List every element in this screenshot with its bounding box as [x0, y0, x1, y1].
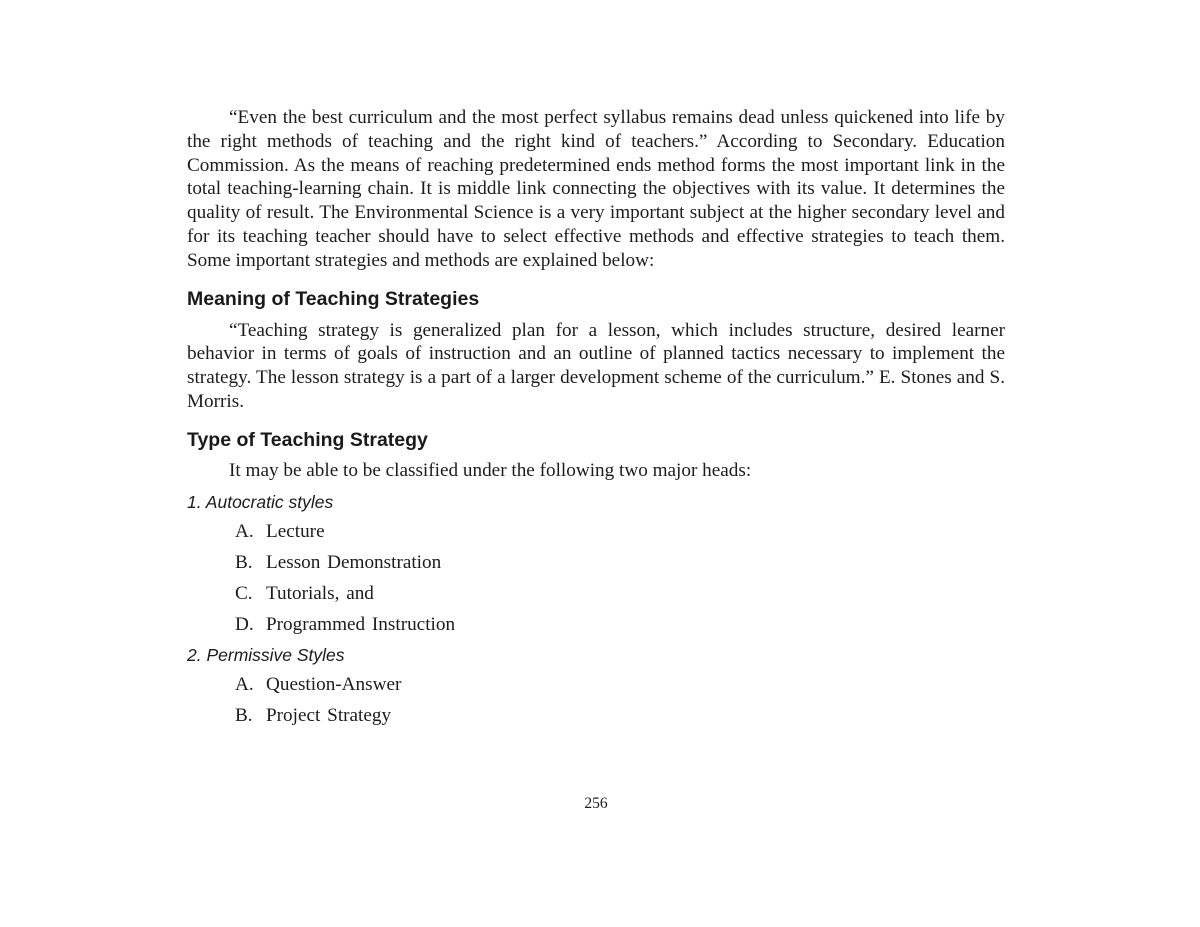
- list-item: [235, 551, 1005, 574]
- list-item: [235, 673, 1005, 696]
- list-item-marker: C.: [235, 582, 253, 604]
- list-item: [235, 613, 1005, 636]
- strategy-list: [187, 673, 1005, 727]
- list-item: [235, 582, 1005, 605]
- list-item-text: Programmed Instruction: [266, 613, 456, 635]
- list-item-marker: B.: [235, 551, 253, 573]
- list-item: [235, 704, 1005, 727]
- type-heading: Type of Teaching Strategy: [187, 428, 428, 451]
- list-item: [235, 520, 1005, 543]
- list-item-text: Lecture: [266, 520, 325, 542]
- list-item-text: Tutorials, and: [266, 582, 374, 604]
- group-title: 1. Autocratic styles: [187, 491, 334, 512]
- page-content: [187, 106, 1005, 735]
- list-item-text: Project Strategy: [266, 704, 392, 726]
- page-number: 256: [584, 795, 608, 812]
- list-item-text: Question-Answer: [266, 673, 402, 695]
- intro-paragraph: “Even the best curriculum and the most perfect syllabus remains dead unless quickened into life by the right methods of teaching and the right kind of teachers.” According to Secondary. Education Commission. As the means of reaching predetermined ends method forms the most important link in the total teaching-learning chain. It is middle link connecting the objectives with its value. It determines the quality of result. The Environmental Science is a very important subject at the higher secondary level and for its teaching teacher should have to select effective methods and effective strategies to teach them. Some important strategies and methods are explained below:: [187, 107, 1005, 271]
- strategy-group-permissive: [187, 644, 1005, 727]
- list-item-marker: A.: [235, 673, 254, 695]
- group-title: 2. Permissive Styles: [187, 644, 345, 665]
- list-item-text: Lesson Demonstration: [266, 551, 442, 573]
- meaning-heading: Meaning of Teaching Strategies: [187, 287, 480, 310]
- type-intro-paragraph: It may be able to be classified under the following two major heads:: [229, 459, 752, 481]
- strategy-group-autocratic: [187, 491, 1005, 636]
- list-item-marker: D.: [235, 613, 254, 635]
- list-item-marker: B.: [235, 704, 253, 726]
- list-item-marker: A.: [235, 520, 254, 542]
- meaning-paragraph: “Teaching strategy is generalized plan for a lesson, which includes structure, desired learner behavior in terms of goals of instruction and an outline of planned tactics necessary to implement the strategy. The lesson strategy is a part of a larger development scheme of the curriculum.” E. Stones and S. Morris.: [187, 319, 1005, 412]
- strategy-list: [187, 520, 1005, 636]
